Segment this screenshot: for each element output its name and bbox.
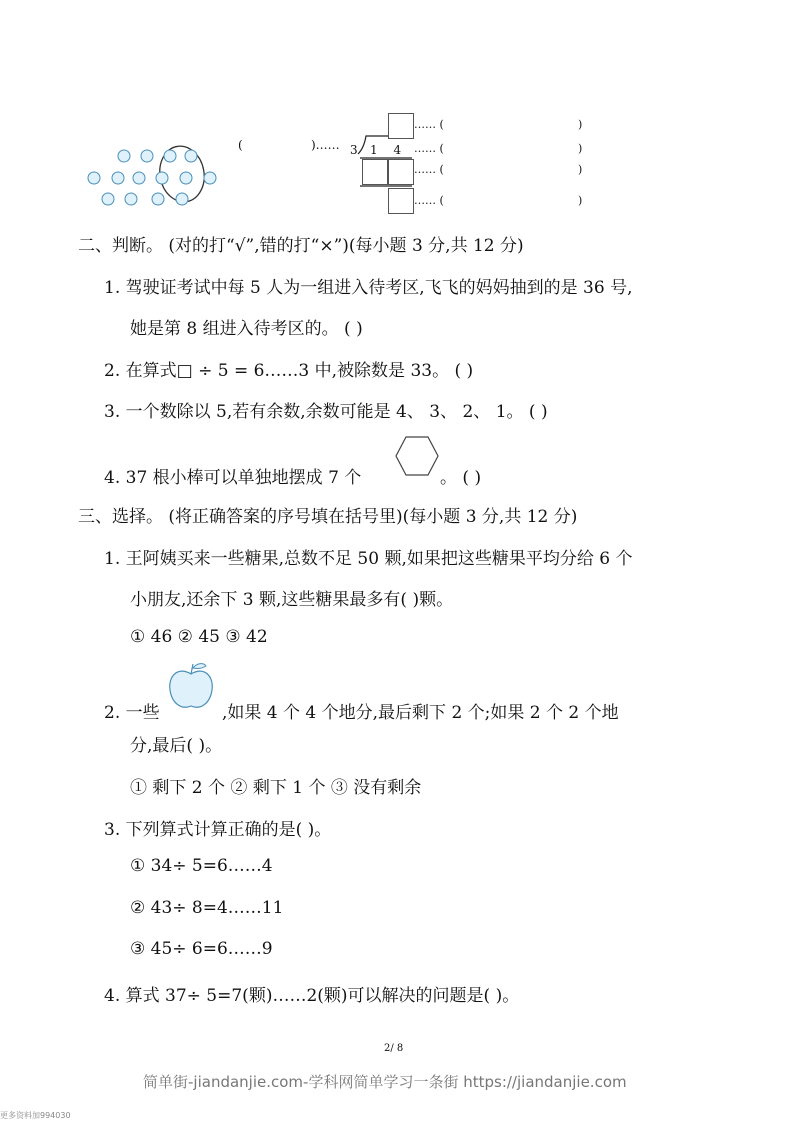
quotient-box[interactable] (388, 113, 414, 139)
page-number: 2/ 8 (384, 1043, 404, 1054)
row-label-3-dots: …… ( (414, 163, 444, 176)
footer-site-text: 简单街-jiandanjie.com-学科网简单学习一条街 https://jiandanjie.com (143, 1073, 627, 1091)
choice-q3-option2: ② 43÷ 8=4……11 (130, 898, 284, 918)
choice-q2-line2: 分,最后( )。 (130, 736, 223, 756)
judge-q1-line1: 1. 驾驶证考试中每 5 人为一组进入待考区,飞飞的妈妈抽到的是 36 号, (104, 278, 633, 298)
judge-q1-line2: 她是第 8 组进入待考区的。 ( ) (130, 319, 363, 339)
product-box-tens[interactable] (362, 159, 388, 185)
product-box-ones[interactable] (388, 159, 414, 185)
apples-illustration (78, 140, 228, 215)
judge-q3: 3. 一个数除以 5,若有余数,余数可能是 4、 3、 2、 1。 ( ) (104, 402, 548, 422)
remainder-box[interactable] (388, 188, 414, 214)
row-label-2-dots: …… ( (414, 142, 444, 155)
section3-heading: 三、选择。 (将正确答案的序号填在括号里)(每小题 3 分,共 12 分) (78, 507, 578, 527)
hexagon-icon (394, 434, 440, 478)
divisor-text: 3 (350, 143, 358, 157)
answer-paren-close: )…… (311, 138, 340, 152)
row-label-1-dots: …… ( (414, 118, 444, 131)
judge-q2: 2. 在算式□ ÷ 5 = 6……3 中,被除数是 33。 ( ) (104, 361, 474, 381)
row-label-4-dots: …… ( (414, 194, 444, 207)
choice-q3: 3. 下列算式计算正确的是( )。 (104, 820, 332, 840)
judge-q4-text: 4. 37 根小棒可以单独地摆成 7 个 (104, 468, 362, 488)
choice-q2-tail: ,如果 4 个 4 个地分,最后剩下 2 个;如果 2 个 2 个地 (222, 703, 619, 723)
choice-q2-options: ① 剩下 2 个 ② 剩下 1 个 ③ 没有剩余 (130, 778, 422, 798)
choice-q1-line2: 小朋友,还余下 3 颗,这些糖果最多有( )颗。 (130, 590, 454, 610)
answer-paren-open: ( (238, 138, 243, 152)
section2-heading: 二、判断。 (对的打“√”,错的打“×”)(每小题 3 分,共 12 分) (78, 236, 524, 256)
choice-q2-text: 2. 一些 (104, 703, 160, 723)
choice-q3-option1: ① 34÷ 5=6……4 (130, 856, 273, 876)
judge-q4-tail: 。 ( ) (440, 468, 482, 488)
corner-note: 更多资料加994030 (0, 1111, 71, 1120)
choice-q1-options: ① 46 ② 45 ③ 42 (130, 627, 268, 647)
row-label-3-close: ) (578, 163, 583, 176)
row-label-4-close: ) (578, 194, 583, 207)
choice-q4: 4. 算式 37÷ 5=7(颗)……2(颗)可以解决的问题是( )。 (104, 986, 520, 1006)
apple-icon (166, 660, 216, 712)
row-label-1-close: ) (578, 118, 583, 131)
dividend-text: 1 4 (370, 143, 408, 157)
row-label-2-close: ) (578, 142, 583, 155)
choice-q3-option3: ③ 45÷ 6=6……9 (130, 939, 273, 959)
choice-q1-line1: 1. 王阿姨买来一些糖果,总数不足 50 颗,如果把这些糖果平均分给 6 个 (104, 549, 633, 569)
